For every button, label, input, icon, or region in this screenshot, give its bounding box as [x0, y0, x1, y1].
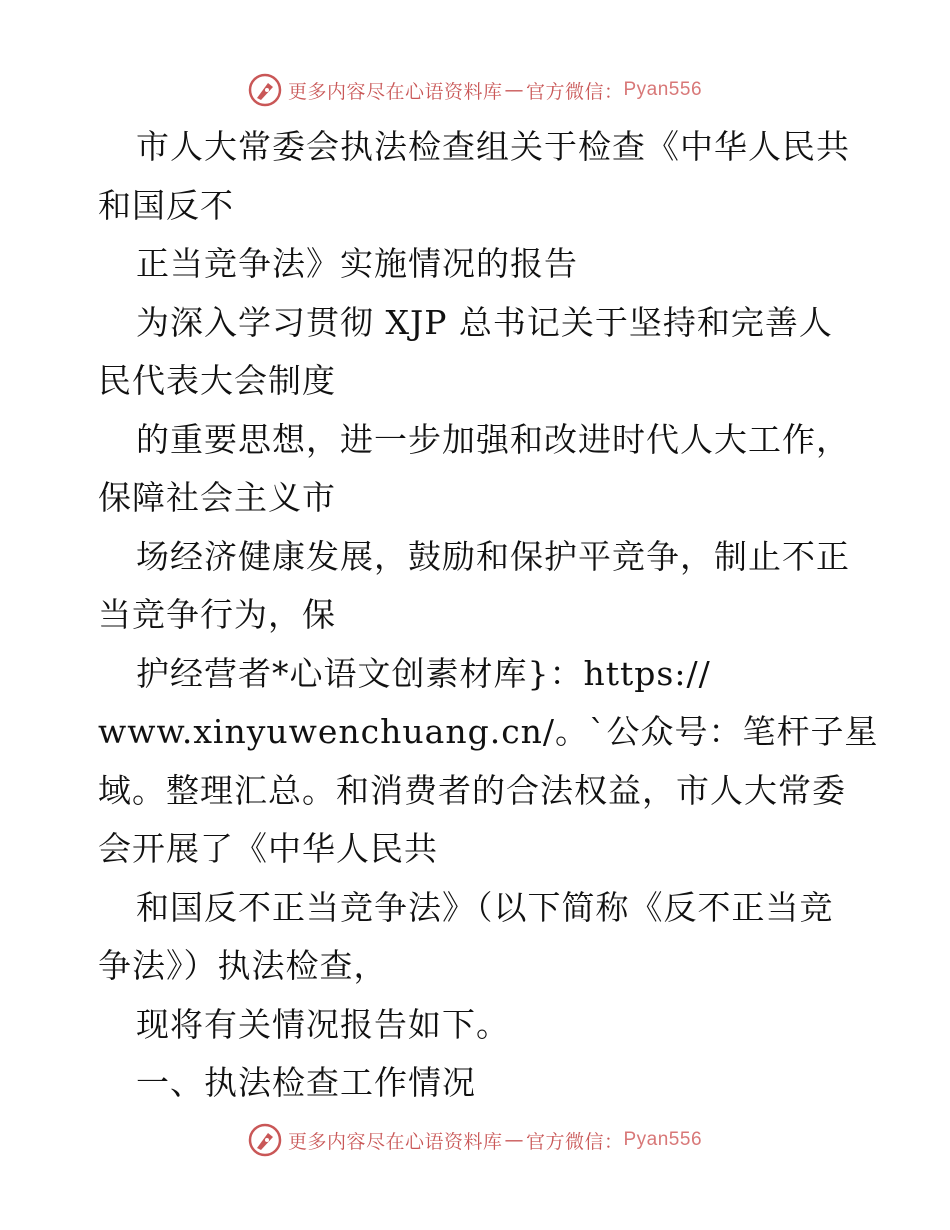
banner-label: 官方微信：	[525, 80, 624, 103]
banner-separator: —	[504, 1129, 524, 1151]
text-line: 为深入学习贯彻 XJP 总书记关于坚持和完善人	[136, 302, 833, 342]
banner-separator: —	[504, 79, 524, 101]
text-line: 和国反不	[98, 185, 234, 225]
text-line: 市人大常委会执法检查组关于检查《中华人民共	[136, 127, 850, 166]
text-line: 正当竞争法》实施情况的报告	[136, 244, 578, 283]
footer-watermark-banner	[0, 1120, 950, 1160]
text-line: 域。整理汇总。和消费者的合法权益，市人大常委	[98, 770, 846, 810]
header-watermark-banner	[0, 70, 950, 110]
text-line: 现将有关情况报告如下。	[136, 1004, 510, 1044]
pen-nib-logo-icon	[248, 1123, 282, 1157]
banner-slogan: 更多内容尽在心语资料库	[287, 80, 503, 103]
banner-handle: Pyan556	[623, 79, 703, 100]
text-line: 护经营者*心语文创素材库}：https://	[136, 653, 711, 693]
text-line: 会开展了《中华人民共	[98, 829, 438, 868]
text-line: 争法》）执法检查，	[98, 946, 388, 985]
text-line: 民代表大会制度	[98, 361, 336, 400]
pen-nib-logo-icon	[248, 73, 282, 107]
text-line: 当竞争行为，保	[98, 595, 336, 634]
text-line: www.xinyuwenchuang.cn/。`公众号：笔杆子星	[98, 712, 879, 751]
text-line: 和国反不正当竞争法》（以下简称《反不正当竞	[136, 887, 834, 927]
banner-label: 官方微信：	[525, 1130, 624, 1153]
text-line: 场经济健康发展，鼓励和保护平竞争，制止不正	[136, 536, 850, 576]
banner-handle: Pyan556	[623, 1129, 703, 1150]
banner-slogan: 更多内容尽在心语资料库	[287, 1130, 503, 1153]
section-heading: 一、执法检查工作情况	[136, 1063, 476, 1102]
text-line: 的重要思想，进一步加强和改进时代人大工作，	[136, 419, 850, 459]
document-body	[98, 118, 879, 1113]
text-line: 保障社会主义市	[98, 478, 336, 517]
